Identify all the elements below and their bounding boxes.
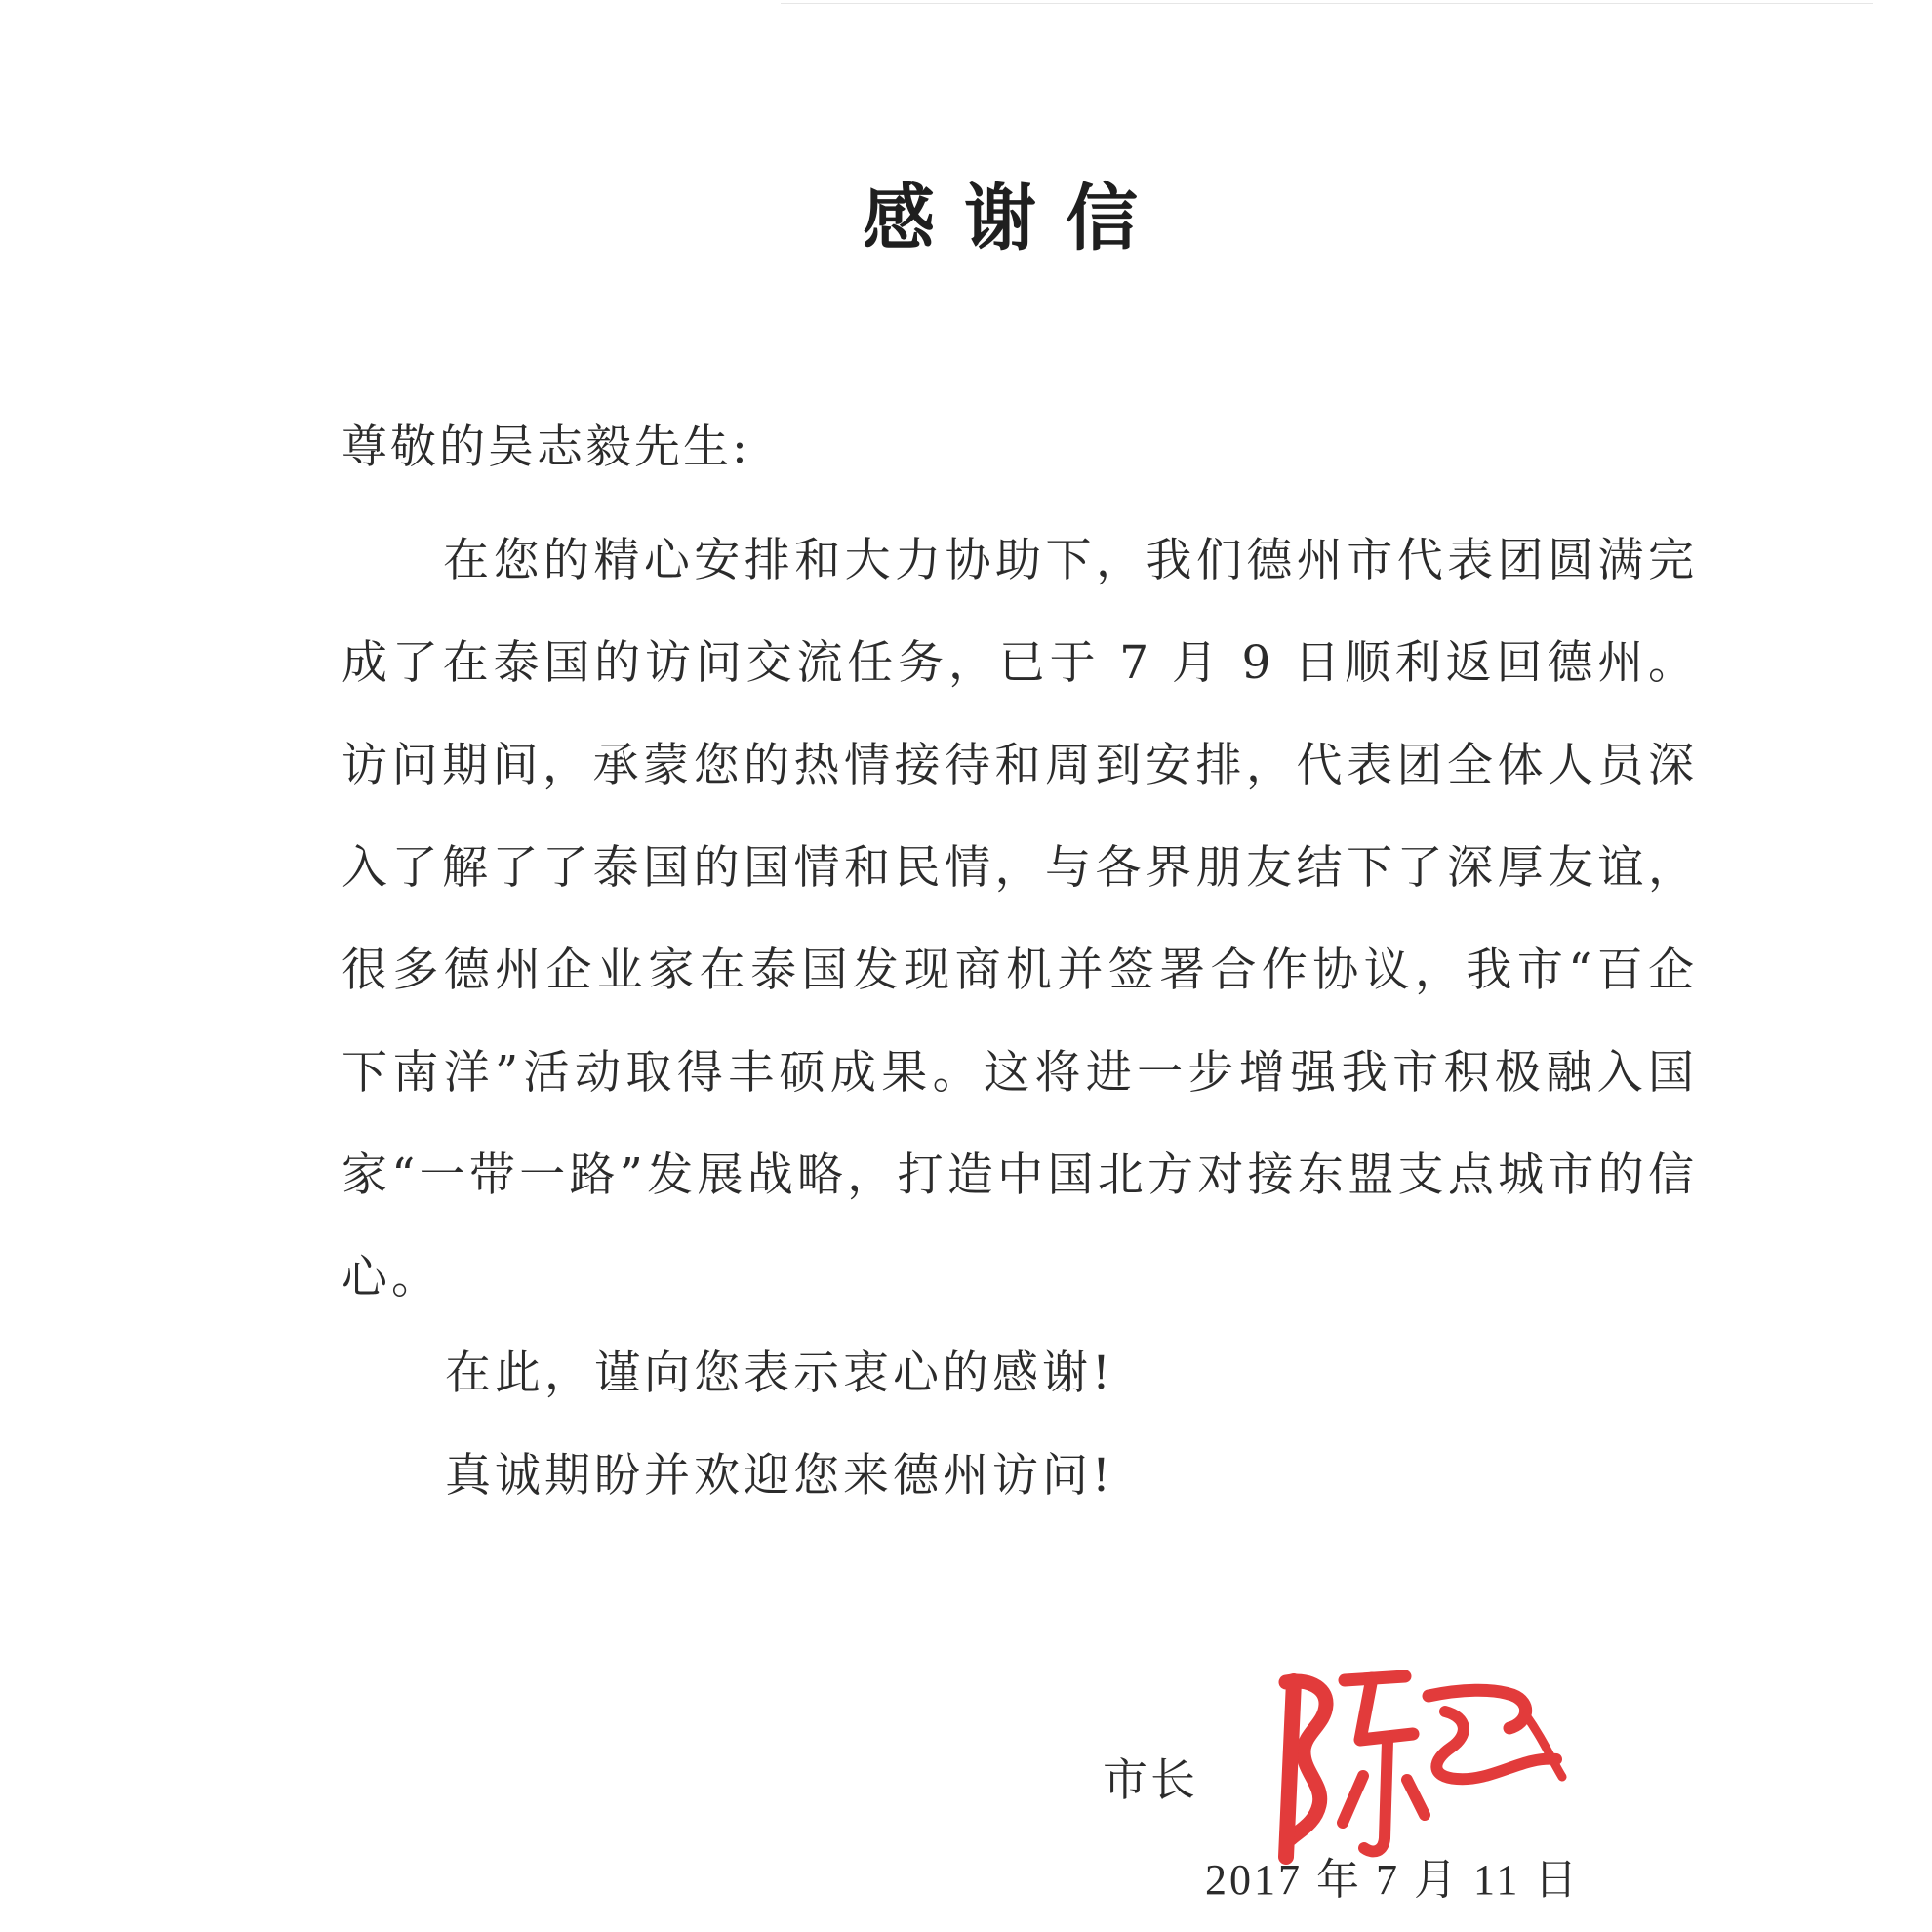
letter-body: 在您的精心安排和大力协助下，我们德州市代表团圆满完成了在泰国的访问交流任务，已于 7 月 9 日顺利返回德州。访问期间，承蒙您的热情接待和周到安排，代表团全体人员深入了解了了泰国的国情和民情，与各界朋友结下了深厚友谊，很多德州企业家在泰国发现商机并签署合作协议，我市“百企下南洋”活动取得丰硕成果。这将进一步增强我市积极融入国家“一带一路”发展战略，打造中国北方对接东盟支点城市的信心。 xyxy=(342,534,1698,1305)
page-edge-line xyxy=(781,3,1873,4)
welcome-line: 真诚期盼并欢迎您来德州访问! xyxy=(445,1449,1114,1503)
thanks-line: 在此，谨向您表示衷心的感谢! xyxy=(445,1347,1114,1400)
letter-title: 感谢信 xyxy=(863,177,1167,261)
letter-date: 2017 年 7 月 11 日 xyxy=(1205,1856,1581,1904)
handwritten-signature xyxy=(1259,1659,1581,1873)
salutation: 尊敬的吴志毅先生: xyxy=(342,421,750,474)
signer-title: 市长 xyxy=(1103,1753,1198,1806)
